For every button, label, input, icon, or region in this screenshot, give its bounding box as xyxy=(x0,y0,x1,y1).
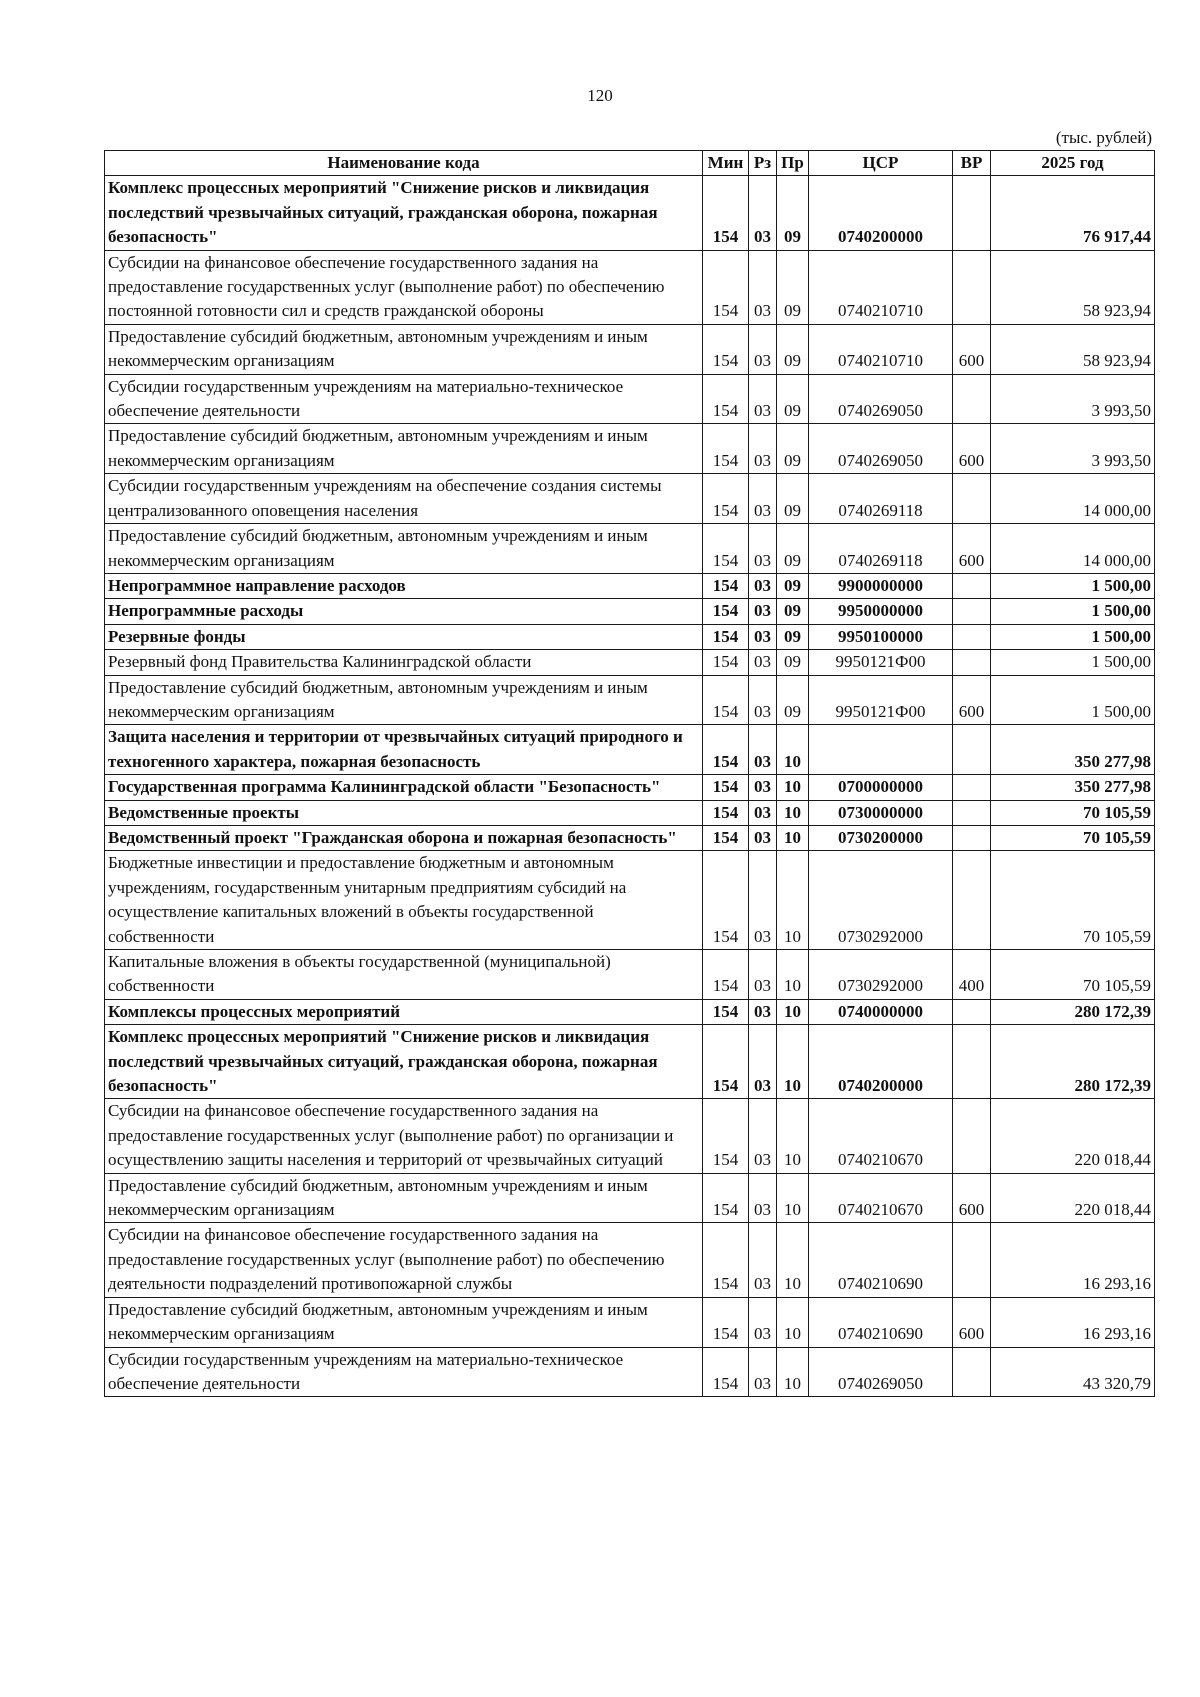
row-min: 154 xyxy=(703,1173,749,1223)
row-name: Ведомственный проект "Гражданская оборона и пожарная безопасность" xyxy=(105,825,703,850)
row-pr: 10 xyxy=(777,800,809,825)
row-vr xyxy=(953,725,991,775)
row-csr: 0740210710 xyxy=(809,324,953,374)
row-vr xyxy=(953,250,991,324)
row-min: 154 xyxy=(703,1099,749,1173)
table-row xyxy=(105,800,1155,825)
row-min: 154 xyxy=(703,573,749,598)
row-amount: 70 105,59 xyxy=(991,950,1155,1000)
row-vr: 600 xyxy=(953,324,991,374)
row-csr: 0740210690 xyxy=(809,1223,953,1297)
row-csr: 0740269050 xyxy=(809,424,953,474)
row-name: Предоставление субсидий бюджетным, автономным учреждениям и иным некоммерческим организациям xyxy=(105,1173,703,1223)
row-name: Предоставление субсидий бюджетным, автономным учреждениям и иным некоммерческим организациям xyxy=(105,675,703,725)
row-name: Государственная программа Калининградской области "Безопасность" xyxy=(105,775,703,800)
row-pr: 09 xyxy=(777,624,809,649)
row-pr: 10 xyxy=(777,1297,809,1347)
row-min: 154 xyxy=(703,999,749,1024)
table-row xyxy=(105,250,1155,324)
row-rz: 03 xyxy=(749,851,777,950)
row-vr xyxy=(953,176,991,250)
row-rz: 03 xyxy=(749,950,777,1000)
row-vr xyxy=(953,1099,991,1173)
table-row xyxy=(105,1297,1155,1347)
row-rz: 03 xyxy=(749,1173,777,1223)
row-amount: 220 018,44 xyxy=(991,1173,1155,1223)
row-rz: 03 xyxy=(749,624,777,649)
row-min: 154 xyxy=(703,424,749,474)
row-amount: 76 917,44 xyxy=(991,176,1155,250)
row-csr: 0730200000 xyxy=(809,825,953,850)
row-amount: 43 320,79 xyxy=(991,1347,1155,1397)
row-pr: 09 xyxy=(777,474,809,524)
table-row xyxy=(105,599,1155,624)
row-vr: 600 xyxy=(953,675,991,725)
row-name: Непрограммное направление расходов xyxy=(105,573,703,598)
row-amount: 350 277,98 xyxy=(991,775,1155,800)
row-pr: 09 xyxy=(777,324,809,374)
row-vr xyxy=(953,999,991,1024)
row-csr: 0740269050 xyxy=(809,1347,953,1397)
row-pr: 10 xyxy=(777,851,809,950)
row-csr: 0740000000 xyxy=(809,999,953,1024)
row-csr: 0740269118 xyxy=(809,474,953,524)
row-amount: 16 293,16 xyxy=(991,1223,1155,1297)
row-amount: 58 923,94 xyxy=(991,324,1155,374)
row-pr: 09 xyxy=(777,374,809,424)
row-amount: 14 000,00 xyxy=(991,474,1155,524)
table-row xyxy=(105,1025,1155,1099)
row-amount: 70 105,59 xyxy=(991,800,1155,825)
row-vr xyxy=(953,800,991,825)
row-name: Предоставление субсидий бюджетным, автономным учреждениям и иным некоммерческим организациям xyxy=(105,1297,703,1347)
row-min: 154 xyxy=(703,599,749,624)
table-row xyxy=(105,474,1155,524)
row-rz: 03 xyxy=(749,800,777,825)
table-row xyxy=(105,725,1155,775)
table-row xyxy=(105,1099,1155,1173)
row-csr: 0700000000 xyxy=(809,775,953,800)
row-vr xyxy=(953,374,991,424)
row-rz: 03 xyxy=(749,176,777,250)
row-pr: 10 xyxy=(777,1223,809,1297)
row-min: 154 xyxy=(703,825,749,850)
row-pr: 10 xyxy=(777,1025,809,1099)
row-amount: 16 293,16 xyxy=(991,1297,1155,1347)
table-row xyxy=(105,1223,1155,1297)
row-pr: 10 xyxy=(777,1099,809,1173)
row-amount: 1 500,00 xyxy=(991,650,1155,675)
row-csr: 0730000000 xyxy=(809,800,953,825)
budget-table xyxy=(104,150,1155,1397)
row-name: Резервный фонд Правительства Калининградской области xyxy=(105,650,703,675)
row-csr: 0740210710 xyxy=(809,250,953,324)
row-min: 154 xyxy=(703,775,749,800)
row-csr: 9950121Ф00 xyxy=(809,650,953,675)
row-name: Субсидии на финансовое обеспечение государственного задания на предоставление государственных услуг (выполнение работ) по обеспечению деятельности подразделений противопожарной службы xyxy=(105,1223,703,1297)
row-name: Капитальные вложения в объекты государственной (муниципальной) собственности xyxy=(105,950,703,1000)
row-amount: 280 172,39 xyxy=(991,999,1155,1024)
row-rz: 03 xyxy=(749,1297,777,1347)
row-pr: 10 xyxy=(777,725,809,775)
row-amount: 220 018,44 xyxy=(991,1099,1155,1173)
row-name: Субсидии на финансовое обеспечение государственного задания на предоставление государственных услуг (выполнение работ) по организации и осуществлению защиты населения и территорий от чрезвычайных ситуаций xyxy=(105,1099,703,1173)
units-label: (тыс. рублей) xyxy=(1055,128,1152,147)
table-row xyxy=(105,851,1155,950)
row-csr: 9900000000 xyxy=(809,573,953,598)
table-row xyxy=(105,573,1155,598)
row-min: 154 xyxy=(703,624,749,649)
row-pr: 09 xyxy=(777,599,809,624)
row-amount: 1 500,00 xyxy=(991,599,1155,624)
row-name: Комплексы процессных мероприятий xyxy=(105,999,703,1024)
header-year: 2025 год xyxy=(991,151,1155,176)
table-row xyxy=(105,999,1155,1024)
row-pr: 10 xyxy=(777,1173,809,1223)
row-pr: 09 xyxy=(777,176,809,250)
row-csr: 0740210670 xyxy=(809,1173,953,1223)
row-name: Субсидии государственным учреждениям на материально-техническое обеспечение деятельности xyxy=(105,374,703,424)
row-name: Непрограммные расходы xyxy=(105,599,703,624)
table-row xyxy=(105,374,1155,424)
row-amount: 1 500,00 xyxy=(991,624,1155,649)
row-pr: 09 xyxy=(777,424,809,474)
header-vr: ВР xyxy=(953,151,991,176)
row-vr: 600 xyxy=(953,424,991,474)
row-csr: 0740269050 xyxy=(809,374,953,424)
header-name: Наименование кода xyxy=(105,151,703,176)
header-min: Мин xyxy=(703,151,749,176)
row-min: 154 xyxy=(703,474,749,524)
row-vr xyxy=(953,650,991,675)
row-amount: 1 500,00 xyxy=(991,675,1155,725)
row-pr: 09 xyxy=(777,650,809,675)
row-name: Резервные фонды xyxy=(105,624,703,649)
header-pr: Пр xyxy=(777,151,809,176)
row-vr xyxy=(953,1223,991,1297)
row-pr: 10 xyxy=(777,1347,809,1397)
header-csr: ЦСР xyxy=(809,151,953,176)
row-vr xyxy=(953,573,991,598)
row-rz: 03 xyxy=(749,573,777,598)
row-min: 154 xyxy=(703,675,749,725)
row-pr: 09 xyxy=(777,250,809,324)
row-min: 154 xyxy=(703,950,749,1000)
row-amount: 14 000,00 xyxy=(991,524,1155,574)
row-min: 154 xyxy=(703,250,749,324)
row-name: Субсидии государственным учреждениям на обеспечение создания системы централизованного оповещения населения xyxy=(105,474,703,524)
row-rz: 03 xyxy=(749,1099,777,1173)
row-name: Комплекс процессных мероприятий "Снижение рисков и ликвидация последствий чрезвычайных ситуаций, гражданская оборона, пожарная безопасность" xyxy=(105,1025,703,1099)
table-row xyxy=(105,624,1155,649)
row-min: 154 xyxy=(703,851,749,950)
row-min: 154 xyxy=(703,1223,749,1297)
row-pr: 10 xyxy=(777,825,809,850)
row-min: 154 xyxy=(703,650,749,675)
row-csr xyxy=(809,725,953,775)
row-pr: 09 xyxy=(777,573,809,598)
row-vr xyxy=(953,825,991,850)
row-rz: 03 xyxy=(749,599,777,624)
row-name: Защита населения и территории от чрезвычайных ситуаций природного и техногенного характера, пожарная безопасность xyxy=(105,725,703,775)
row-csr: 0740210690 xyxy=(809,1297,953,1347)
row-csr: 0730292000 xyxy=(809,950,953,1000)
row-rz: 03 xyxy=(749,825,777,850)
row-name: Комплекс процессных мероприятий "Снижение рисков и ликвидация последствий чрезвычайных ситуаций, гражданская оборона, пожарная безопасность" xyxy=(105,176,703,250)
row-csr: 0740200000 xyxy=(809,176,953,250)
row-csr: 9950121Ф00 xyxy=(809,675,953,725)
table-row xyxy=(105,950,1155,1000)
row-vr xyxy=(953,599,991,624)
table-row xyxy=(105,825,1155,850)
row-min: 154 xyxy=(703,1025,749,1099)
row-pr: 09 xyxy=(777,675,809,725)
row-min: 154 xyxy=(703,1347,749,1397)
row-min: 154 xyxy=(703,1297,749,1347)
row-amount: 70 105,59 xyxy=(991,825,1155,850)
row-csr: 0740210670 xyxy=(809,1099,953,1173)
row-rz: 03 xyxy=(749,374,777,424)
row-vr xyxy=(953,851,991,950)
row-vr: 600 xyxy=(953,1173,991,1223)
table-row xyxy=(105,424,1155,474)
row-name: Предоставление субсидий бюджетным, автономным учреждениям и иным некоммерческим организациям xyxy=(105,524,703,574)
row-amount: 70 105,59 xyxy=(991,851,1155,950)
header-rz: Рз xyxy=(749,151,777,176)
row-rz: 03 xyxy=(749,1347,777,1397)
row-rz: 03 xyxy=(749,250,777,324)
table-row xyxy=(105,650,1155,675)
row-amount: 280 172,39 xyxy=(991,1025,1155,1099)
row-name: Субсидии на финансовое обеспечение государственного задания на предоставление государственных услуг (выполнение работ) по обеспечению постоянной готовности сил и средств гражданской обороны xyxy=(105,250,703,324)
row-vr xyxy=(953,474,991,524)
row-rz: 03 xyxy=(749,424,777,474)
row-amount: 1 500,00 xyxy=(991,573,1155,598)
table-row xyxy=(105,775,1155,800)
table-row xyxy=(105,176,1155,250)
row-name: Предоставление субсидий бюджетным, автономным учреждениям и иным некоммерческим организациям xyxy=(105,424,703,474)
row-rz: 03 xyxy=(749,524,777,574)
row-name: Ведомственные проекты xyxy=(105,800,703,825)
row-name: Предоставление субсидий бюджетным, автономным учреждениям и иным некоммерческим организациям xyxy=(105,324,703,374)
row-pr: 10 xyxy=(777,950,809,1000)
table-row xyxy=(105,524,1155,574)
row-min: 154 xyxy=(703,374,749,424)
row-rz: 03 xyxy=(749,999,777,1024)
row-amount: 3 993,50 xyxy=(991,374,1155,424)
row-csr: 0740269118 xyxy=(809,524,953,574)
row-rz: 03 xyxy=(749,725,777,775)
row-pr: 10 xyxy=(777,775,809,800)
row-rz: 03 xyxy=(749,1025,777,1099)
row-min: 154 xyxy=(703,725,749,775)
row-pr: 10 xyxy=(777,999,809,1024)
row-csr: 9950000000 xyxy=(809,599,953,624)
row-vr xyxy=(953,775,991,800)
row-name: Бюджетные инвестиции и предоставление бюджетным и автономным учреждениям, государственным унитарным предприятиям субсидий на осуществление капитальных вложений в объекты государственной собственности xyxy=(105,851,703,950)
row-rz: 03 xyxy=(749,650,777,675)
table-header-row xyxy=(105,151,1155,176)
row-rz: 03 xyxy=(749,324,777,374)
row-vr xyxy=(953,1347,991,1397)
row-rz: 03 xyxy=(749,775,777,800)
row-csr: 9950100000 xyxy=(809,624,953,649)
row-min: 154 xyxy=(703,524,749,574)
table-row xyxy=(105,1347,1155,1397)
row-min: 154 xyxy=(703,800,749,825)
row-min: 154 xyxy=(703,324,749,374)
row-name: Субсидии государственным учреждениям на материально-техническое обеспечение деятельности xyxy=(105,1347,703,1397)
row-rz: 03 xyxy=(749,675,777,725)
row-csr: 0730292000 xyxy=(809,851,953,950)
row-vr: 600 xyxy=(953,524,991,574)
row-rz: 03 xyxy=(749,474,777,524)
row-amount: 350 277,98 xyxy=(991,725,1155,775)
row-amount: 58 923,94 xyxy=(991,250,1155,324)
row-vr xyxy=(953,1025,991,1099)
row-amount: 3 993,50 xyxy=(991,424,1155,474)
row-csr: 0740200000 xyxy=(809,1025,953,1099)
row-rz: 03 xyxy=(749,1223,777,1297)
row-min: 154 xyxy=(703,176,749,250)
row-pr: 09 xyxy=(777,524,809,574)
row-vr: 400 xyxy=(953,950,991,1000)
table-row xyxy=(105,675,1155,725)
table-row xyxy=(105,1173,1155,1223)
row-vr: 600 xyxy=(953,1297,991,1347)
row-vr xyxy=(953,624,991,649)
table-row xyxy=(105,324,1155,374)
page-number: 120 xyxy=(587,86,613,105)
